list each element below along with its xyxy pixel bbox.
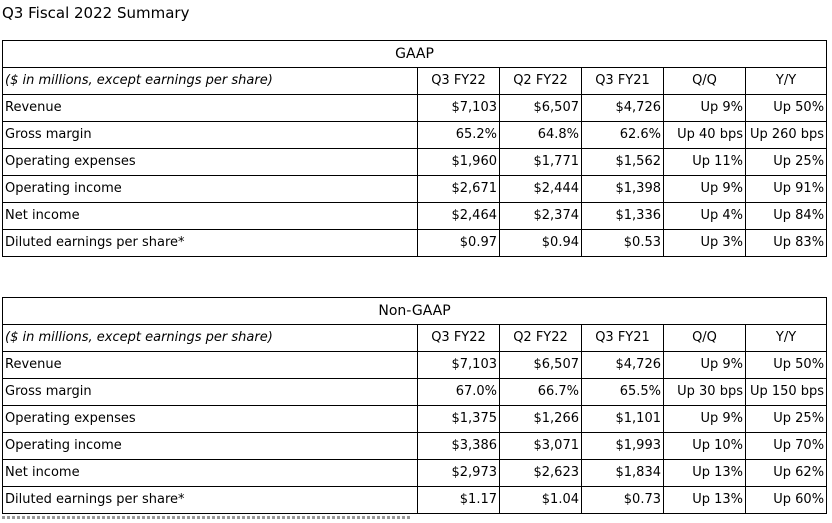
non-gaap-cell-q2fy22: $6,507 [500, 352, 582, 379]
non-gaap-table-row [3, 460, 827, 487]
non-gaap-cell-label: Revenue [3, 352, 418, 379]
gaap-cell-q3fy22: $1,960 [418, 149, 500, 176]
gaap-cell-qq-change: Up 40 bps [664, 122, 746, 149]
non-gaap-cell-q3fy22: $7,103 [418, 352, 500, 379]
gaap-cell-label: Revenue [3, 95, 418, 122]
gaap-cell-label: Gross margin [3, 122, 418, 149]
non-gaap-cell-q3fy22: $3,386 [418, 433, 500, 460]
gaap-cell-yy-change: Up 83% [746, 230, 827, 257]
gaap-section-title: GAAP [3, 41, 827, 68]
gaap-table-row [3, 203, 827, 230]
gaap-col-q3fy21-header: Q3 FY21 [582, 68, 664, 95]
gaap-cell-label: Operating income [3, 176, 418, 203]
non-gaap-col-q2fy22-header: Q2 FY22 [500, 325, 582, 352]
non-gaap-cell-q3fy22: $1.17 [418, 487, 500, 514]
gaap-cell-q2fy22: 64.8% [500, 122, 582, 149]
gaap-col-yy-header: Y/Y [746, 68, 827, 95]
non-gaap-table-row [3, 379, 827, 406]
gaap-cell-qq-change: Up 4% [664, 203, 746, 230]
gaap-cell-q3fy21: $4,726 [582, 95, 664, 122]
gaap-cell-q3fy21: $1,398 [582, 176, 664, 203]
non-gaap-cell-yy-change: Up 70% [746, 433, 827, 460]
non-gaap-cell-q3fy21: $1,993 [582, 433, 664, 460]
non-gaap-header-row [3, 325, 827, 352]
gaap-table-row [3, 230, 827, 257]
non-gaap-col-q3fy22-header: Q3 FY22 [418, 325, 500, 352]
gaap-cell-qq-change: Up 3% [664, 230, 746, 257]
non-gaap-cell-q3fy21: $4,726 [582, 352, 664, 379]
non-gaap-cell-yy-change: Up 150 bps [746, 379, 827, 406]
non-gaap-cell-q3fy22: 67.0% [418, 379, 500, 406]
non-gaap-cell-q3fy21: $1,834 [582, 460, 664, 487]
gaap-cell-yy-change: Up 91% [746, 176, 827, 203]
non-gaap-cell-q2fy22: $1.04 [500, 487, 582, 514]
non-gaap-table-row [3, 433, 827, 460]
non-gaap-cell-q2fy22: $1,266 [500, 406, 582, 433]
non-gaap-col-q3fy21-header: Q3 FY21 [582, 325, 664, 352]
non-gaap-cell-qq-change: Up 9% [664, 406, 746, 433]
gaap-table-row [3, 176, 827, 203]
gaap-cell-q3fy22: 65.2% [418, 122, 500, 149]
non-gaap-cell-q3fy21: $0.73 [582, 487, 664, 514]
gaap-cell-q3fy21: $1,336 [582, 203, 664, 230]
non-gaap-cell-yy-change: Up 25% [746, 406, 827, 433]
gaap-cell-yy-change: Up 260 bps [746, 122, 827, 149]
non-gaap-cell-yy-change: Up 60% [746, 487, 827, 514]
non-gaap-cell-q3fy21: 65.5% [582, 379, 664, 406]
gaap-section-row [3, 41, 827, 68]
gaap-cell-q3fy21: 62.6% [582, 122, 664, 149]
non-gaap-cell-q3fy22: $1,375 [418, 406, 500, 433]
gaap-cell-qq-change: Up 9% [664, 176, 746, 203]
gaap-cell-q2fy22: $6,507 [500, 95, 582, 122]
non-gaap-col-qq-header: Q/Q [664, 325, 746, 352]
gaap-cell-label: Net income [3, 203, 418, 230]
non-gaap-cell-q2fy22: 66.7% [500, 379, 582, 406]
non-gaap-table-row [3, 352, 827, 379]
non-gaap-cell-label: Operating income [3, 433, 418, 460]
gaap-cell-q3fy22: $2,671 [418, 176, 500, 203]
gaap-cell-q3fy22: $0.97 [418, 230, 500, 257]
gaap-cell-yy-change: Up 25% [746, 149, 827, 176]
gaap-cell-q2fy22: $2,374 [500, 203, 582, 230]
non-gaap-cell-qq-change: Up 13% [664, 460, 746, 487]
non-gaap-cell-label: Gross margin [3, 379, 418, 406]
gaap-table-row [3, 149, 827, 176]
gaap-cell-label: Diluted earnings per share* [3, 230, 418, 257]
gaap-cell-yy-change: Up 50% [746, 95, 827, 122]
gaap-col-qq-header: Q/Q [664, 68, 746, 95]
non-gaap-table-row [3, 487, 827, 514]
gaap-cell-q3fy21: $1,562 [582, 149, 664, 176]
gaap-table [2, 40, 827, 257]
footnote-faint-text [2, 516, 412, 519]
gaap-cell-q2fy22: $1,771 [500, 149, 582, 176]
non-gaap-cell-yy-change: Up 50% [746, 352, 827, 379]
non-gaap-cell-label: Diluted earnings per share* [3, 487, 418, 514]
non-gaap-col-yy-header: Y/Y [746, 325, 827, 352]
non-gaap-cell-q3fy21: $1,101 [582, 406, 664, 433]
gaap-cell-yy-change: Up 84% [746, 203, 827, 230]
non-gaap-cell-q2fy22: $3,071 [500, 433, 582, 460]
gaap-col-q3fy22-header: Q3 FY22 [418, 68, 500, 95]
gaap-table-row [3, 95, 827, 122]
non-gaap-cell-label: Operating expenses [3, 406, 418, 433]
non-gaap-section-row [3, 298, 827, 325]
non-gaap-section-title: Non-GAAP [3, 298, 827, 325]
non-gaap-table-row [3, 406, 827, 433]
gaap-table-row [3, 122, 827, 149]
gaap-cell-qq-change: Up 9% [664, 95, 746, 122]
non-gaap-cell-qq-change: Up 10% [664, 433, 746, 460]
gaap-cell-q3fy22: $2,464 [418, 203, 500, 230]
non-gaap-cell-qq-change: Up 30 bps [664, 379, 746, 406]
gaap-cell-label: Operating expenses [3, 149, 418, 176]
page-title: Q3 Fiscal 2022 Summary [2, 4, 190, 22]
gaap-cell-q2fy22: $2,444 [500, 176, 582, 203]
gaap-header-row [3, 68, 827, 95]
non-gaap-cell-label: Net income [3, 460, 418, 487]
gaap-cell-q2fy22: $0.94 [500, 230, 582, 257]
non-gaap-cell-q3fy22: $2,973 [418, 460, 500, 487]
non-gaap-cell-q2fy22: $2,623 [500, 460, 582, 487]
gaap-units-header: ($ in millions, except earnings per share) [3, 68, 418, 95]
non-gaap-cell-qq-change: Up 13% [664, 487, 746, 514]
non-gaap-table [2, 297, 827, 514]
gaap-cell-q3fy22: $7,103 [418, 95, 500, 122]
non-gaap-cell-qq-change: Up 9% [664, 352, 746, 379]
non-gaap-cell-yy-change: Up 62% [746, 460, 827, 487]
gaap-cell-qq-change: Up 11% [664, 149, 746, 176]
gaap-col-q2fy22-header: Q2 FY22 [500, 68, 582, 95]
gaap-cell-q3fy21: $0.53 [582, 230, 664, 257]
non-gaap-units-header: ($ in millions, except earnings per share) [3, 325, 418, 352]
